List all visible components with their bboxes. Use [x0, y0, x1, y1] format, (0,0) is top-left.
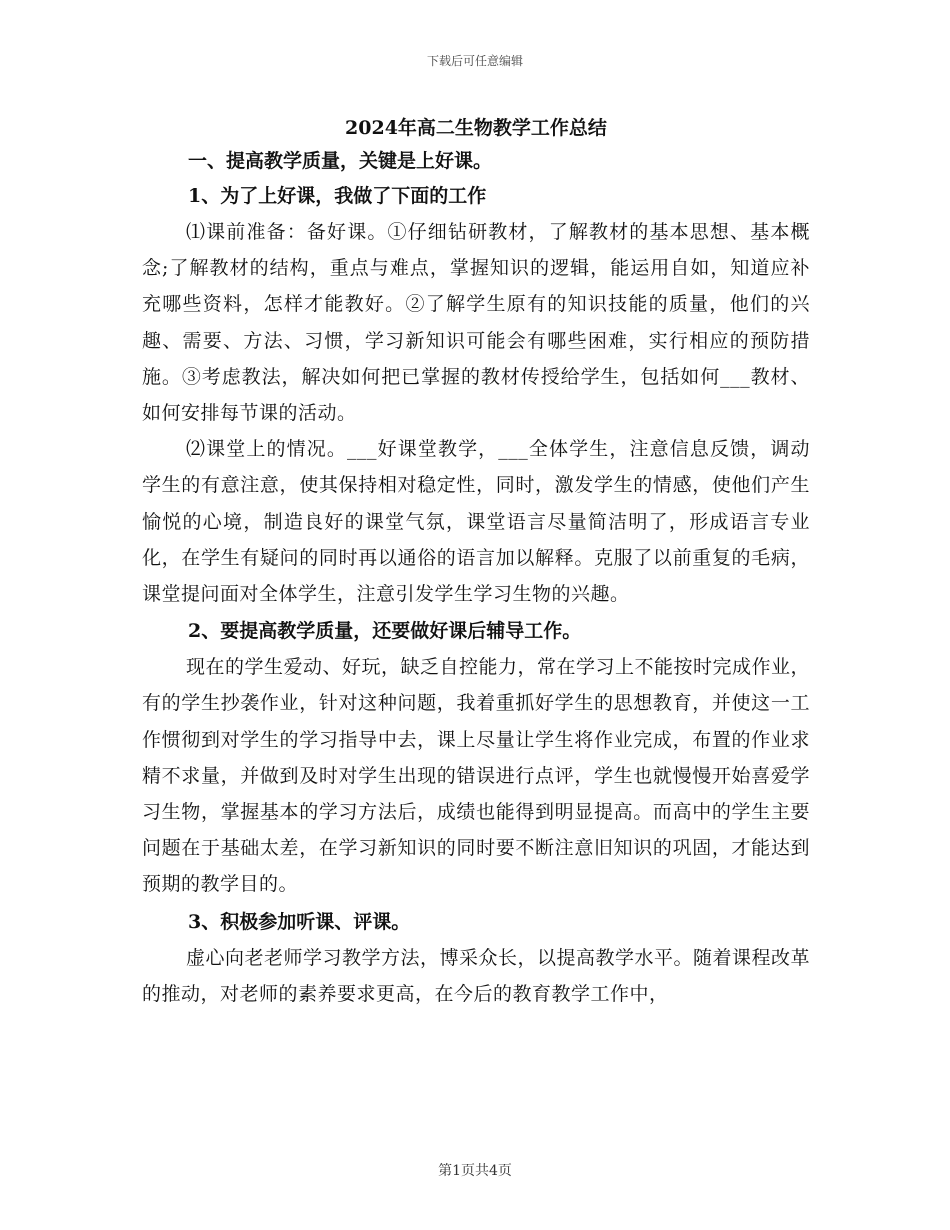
paragraph-tutoring: 现在的学生爱动、好玩，缺乏自控能力，常在学习上不能按时完成作业，有的学生抄袭作业，针对这种问题，我着重抓好学生的思想教育，并使这一工作惯彻到对学生的学习指导中去，课上尽量让学生将作业完成，布置的作业求精不求量，并做到及时对学生出现的错误进行点评，学生也就慢慢开始喜爱学习生物，掌握基本的学习方法后，成绩也能得到明显提高。而高中的学生主要问题在于基础太差，在学习新知识的同时要不断注意旧知识的巩固，才能达到预期的教学目的。 [142, 656, 811, 896]
page-footer: 第1页共4页 [438, 1163, 512, 1179]
page-header-note: 下载后可任意编辑 [426, 54, 523, 68]
paragraph-lesson-prep: ⑴课前准备：备好课。①仔细钻研教材，了解教材的基本思想、基本概念;了解教材的结构，重点与难点，掌握知识的逻辑，能运用自如，知道应补充哪些资料，怎样才能教好。②了解学生原有的知识技能的质量，他们的兴趣、需要、方法、习惯，学习新知识可能会有哪些困难，实行相应的预防措施。③考虑教法，解决如何把已掌握的教材传授给学生，包括如何___教材、如何安排每节课的活动。 [142, 221, 810, 425]
section-heading-1: 一、提高教学质量，关键是上好课。 [188, 150, 493, 172]
document-body [142, 112, 810, 1012]
paragraph-observation: 虚心向老老师学习教学方法，博采众长，以提高教学水平。随着课程改革的推动，对老师的素养要求更高，在今后的教育教学工作中， [142, 946, 811, 1005]
section-heading-2: 2、要提高教学质量，还要做好课后辅导工作。 [188, 620, 582, 643]
subsection-heading-1-1: 1、为了上好课，我做了下面的工作 [188, 185, 487, 207]
document-title: 2024年高二生物教学工作总结 [345, 117, 607, 139]
paragraph-classroom: ⑵课堂上的情况。___好课堂教学，___全体学生，注意信息反馈，调动学生的有意注意，使其保持相对稳定性，同时，激发学生的情感，使他们产生愉悦的心境，制造良好的课堂气氛，课堂语言尽量简洁明了，形成语言专业化，在学生有疑问的同时再以通俗的语言加以解释。克服了以前重复的毛病，课堂提问面对全体学生，注意引发学生学习生物的兴趣。 [142, 438, 810, 606]
section-heading-3: 3、积极参加听课、评课。 [188, 910, 411, 933]
